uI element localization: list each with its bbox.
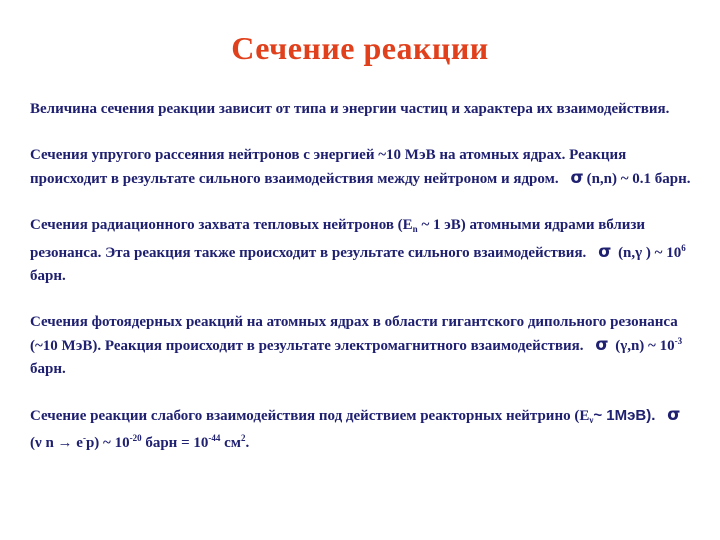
weak-formula-a: (ν n → e — [30, 435, 83, 451]
weak-text-b: ~ 1МэВ). — [593, 407, 656, 424]
superscript-exponent-1: -20 — [129, 433, 142, 443]
subscript-nu: ν — [589, 415, 594, 425]
elastic-text: Сечения упругого рассеяния нейтронов с энергией ~10 МэВ на атомных ядрах. Реакция происходит в результате сильного взаимодействия между нейтроном и ядром. — [30, 147, 627, 187]
paragraph-elastic-scattering — [30, 144, 698, 191]
weak-formula-b: p) ~ 10 — [85, 435, 130, 451]
superscript-exponent-2: -44 — [208, 433, 221, 443]
superscript-exponent-3: 2 — [241, 433, 246, 443]
weak-formula-c: барн = 10 — [141, 435, 209, 451]
sigma-symbol: σ — [598, 242, 612, 262]
slide-body — [30, 98, 698, 478]
capture-formula-b: барн. — [30, 268, 66, 284]
sigma-symbol: σ — [595, 335, 609, 355]
capture-formula-a: (n,γ ) ~ 10 — [614, 245, 682, 261]
capture-text-a: Сечения радиационного захвата тепловых нейтронов (E — [30, 217, 413, 233]
paragraph-photonuclear — [30, 311, 698, 381]
superscript-exponent: 6 — [681, 243, 686, 253]
paragraph-radiative-capture — [30, 214, 698, 288]
weak-text-a: Сечение реакции слабого взаимодействия под действием реакторных нейтрино (E — [30, 408, 590, 424]
sigma-symbol: σ — [570, 168, 584, 188]
superscript-exponent: -3 — [674, 336, 683, 346]
paragraph-weak-interaction — [30, 404, 698, 455]
weak-formula-d: см — [220, 435, 242, 451]
photonuclear-formula-b: барн. — [30, 361, 66, 377]
weak-formula-e: . — [245, 435, 250, 451]
subscript-n: n — [412, 224, 418, 234]
capture-text-b: ~ 1 эВ) атомными ядрами вблизи резонанса. Эта реакция также происходит в результате сильного взаимодействия. — [30, 217, 646, 261]
photonuclear-text: Сечения фотоядерных реакций на атомных ядрах в области гигантского дипольного резонанса (~10 МэВ). Реакция происходит в результате электромагнитного взаимодействия. — [30, 314, 678, 354]
slide-title: Сечение реакции — [231, 30, 489, 66]
photonuclear-formula-a: (γ,n) ~ 10 — [611, 338, 675, 354]
elastic-formula: (n,n) ~ 0.1 барн. — [586, 171, 691, 187]
intro-text: Величина сечения реакции зависит от типа и энергии частиц и характера их взаимодействия. — [30, 101, 670, 117]
paragraph-intro — [30, 98, 698, 121]
sigma-symbol: σ — [667, 405, 681, 425]
superscript-minus: - — [82, 433, 86, 443]
